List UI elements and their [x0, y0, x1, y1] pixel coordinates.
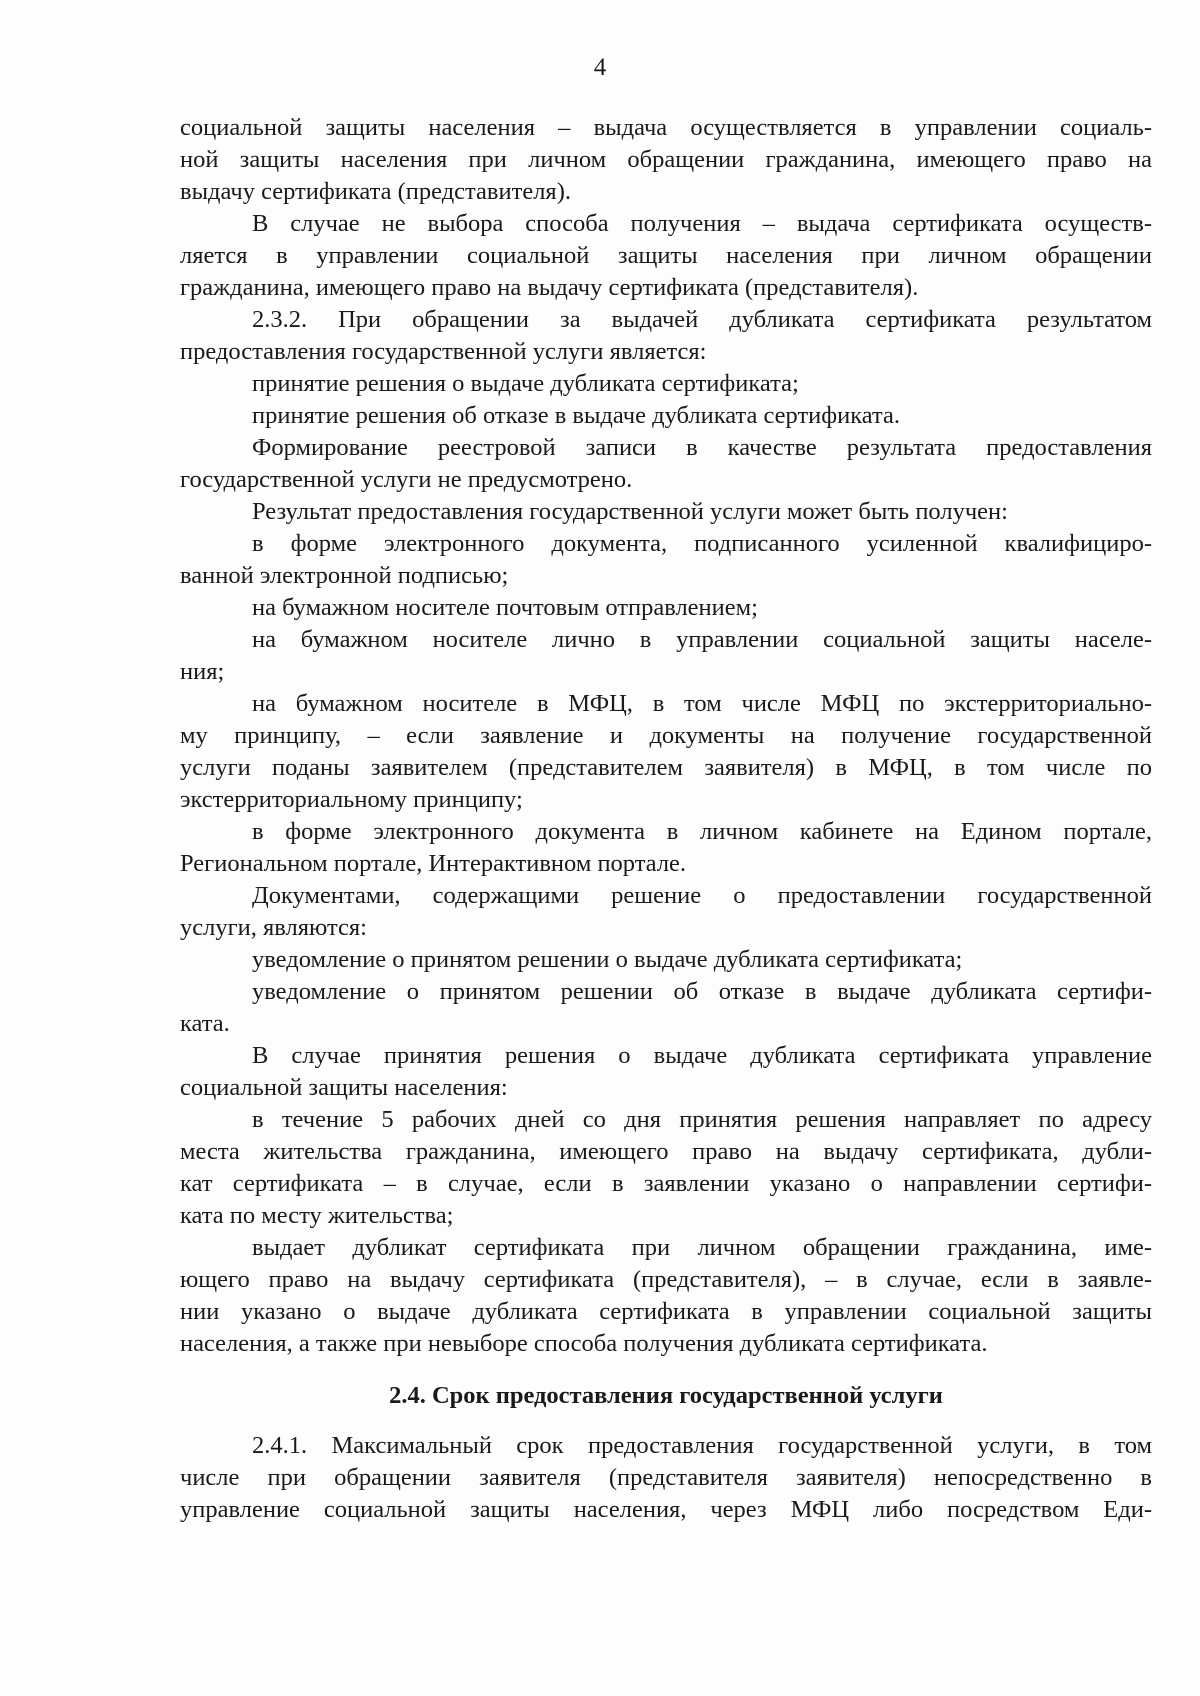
text-line: 2.3.2. При обращении за выдачей дубликата сертификата результатом: [252, 306, 1152, 333]
text-line: ляется в управлении социальной защиты населения при личном обращении: [180, 242, 1152, 269]
text-line: уведомление о принятом решении об отказе в выдаче дубликата сертифи-: [252, 978, 1152, 1005]
text-line: му принципу, – если заявление и документы на получение государственной: [180, 722, 1152, 749]
document-body: [180, 112, 1152, 1526]
text-line: числе при обращении заявителя (представителя заявителя) непосредственно в: [180, 1464, 1152, 1491]
text-line: 2.4.1. Максимальный срок предоставления государственной услуги, в том: [252, 1432, 1152, 1459]
text-line: на бумажном носителе почтовым отправлением;: [252, 594, 758, 621]
text-line: социальной защиты населения – выдача осуществляется в управлении социаль-: [180, 114, 1152, 141]
text-line: гражданина, имеющего право на выдачу сертификата (представителя).: [180, 274, 919, 301]
text-line: Региональном портале, Интерактивном портале.: [180, 850, 687, 877]
text-line: ной защиты населения при личном обращении гражданина, имеющего право на: [180, 146, 1152, 173]
text-line: в течение 5 рабочих дней со дня принятия решения направляет по адресу: [252, 1106, 1152, 1133]
text-line: предоставления государственной услуги является:: [180, 338, 707, 365]
text-line: ния;: [180, 658, 225, 685]
text-line: государственной услуги не предусмотрено.: [180, 466, 633, 493]
text-line: уведомление о принятом решении о выдаче дубликата сертификата;: [252, 946, 963, 973]
text-line: В случае не выбора способа получения – выдача сертификата осуществ-: [252, 210, 1152, 237]
text-line: Результат предоставления государственной услуги может быть получен:: [252, 498, 1008, 525]
section-heading: 2.4. Срок предоставления государственной услуги: [389, 1382, 943, 1409]
text-line: В случае принятия решения о выдаче дубликата сертификата управление: [252, 1042, 1152, 1069]
text-line: Формирование реестровой записи в качестве результата предоставления: [252, 434, 1152, 461]
text-line: управление социальной защиты населения, через МФЦ либо посредством Еди-: [180, 1496, 1152, 1523]
body-paragraphs-part2: [180, 1430, 1152, 1526]
text-line: в форме электронного документа в личном кабинете на Едином портале,: [252, 818, 1152, 845]
text-line: принятие решения о выдаче дубликата сертификата;: [252, 370, 799, 397]
text-line: ющего право на выдачу сертификата (представителя), – в случае, если в заявле-: [180, 1266, 1152, 1293]
text-line: услуги, являются:: [180, 914, 367, 941]
text-line: места жительства гражданина, имеющего право на выдачу сертификата, дубли-: [180, 1138, 1152, 1165]
text-line: принятие решения об отказе в выдаче дубликата сертификата.: [252, 402, 901, 429]
text-line: на бумажном носителе в МФЦ, в том числе МФЦ по экстерриториально-: [252, 690, 1152, 717]
text-line: ката.: [180, 1010, 230, 1037]
text-line: населения, а также при невыборе способа получения дубликата сертификата.: [180, 1330, 988, 1357]
text-line: ката по месту жительства;: [180, 1202, 454, 1229]
text-line: выдачу сертификата (представителя).: [180, 178, 571, 205]
text-line: социальной защиты населения:: [180, 1074, 508, 1101]
text-line: нии указано о выдаче дубликата сертификата в управлении социальной защиты: [180, 1298, 1152, 1325]
text-line: кат сертификата – в случае, если в заявлении указано о направлении сертифи-: [180, 1170, 1152, 1197]
page-number: 4: [593, 54, 607, 81]
text-line: выдает дубликат сертификата при личном обращении гражданина, име-: [252, 1234, 1152, 1261]
text-line: в форме электронного документа, подписанного усиленной квалифициро-: [252, 530, 1152, 557]
text-line: на бумажном носителе лично в управлении социальной защиты населе-: [252, 626, 1152, 653]
text-line: услуги поданы заявителем (представителем заявителя) в МФЦ, в том числе по: [180, 754, 1152, 781]
body-paragraphs-part1: [180, 112, 1152, 1360]
text-line: ванной электронной подписью;: [180, 562, 509, 589]
text-line: Документами, содержащими решение о предоставлении государственной: [252, 882, 1152, 909]
text-line: экстерриториальному принципу;: [180, 786, 523, 813]
